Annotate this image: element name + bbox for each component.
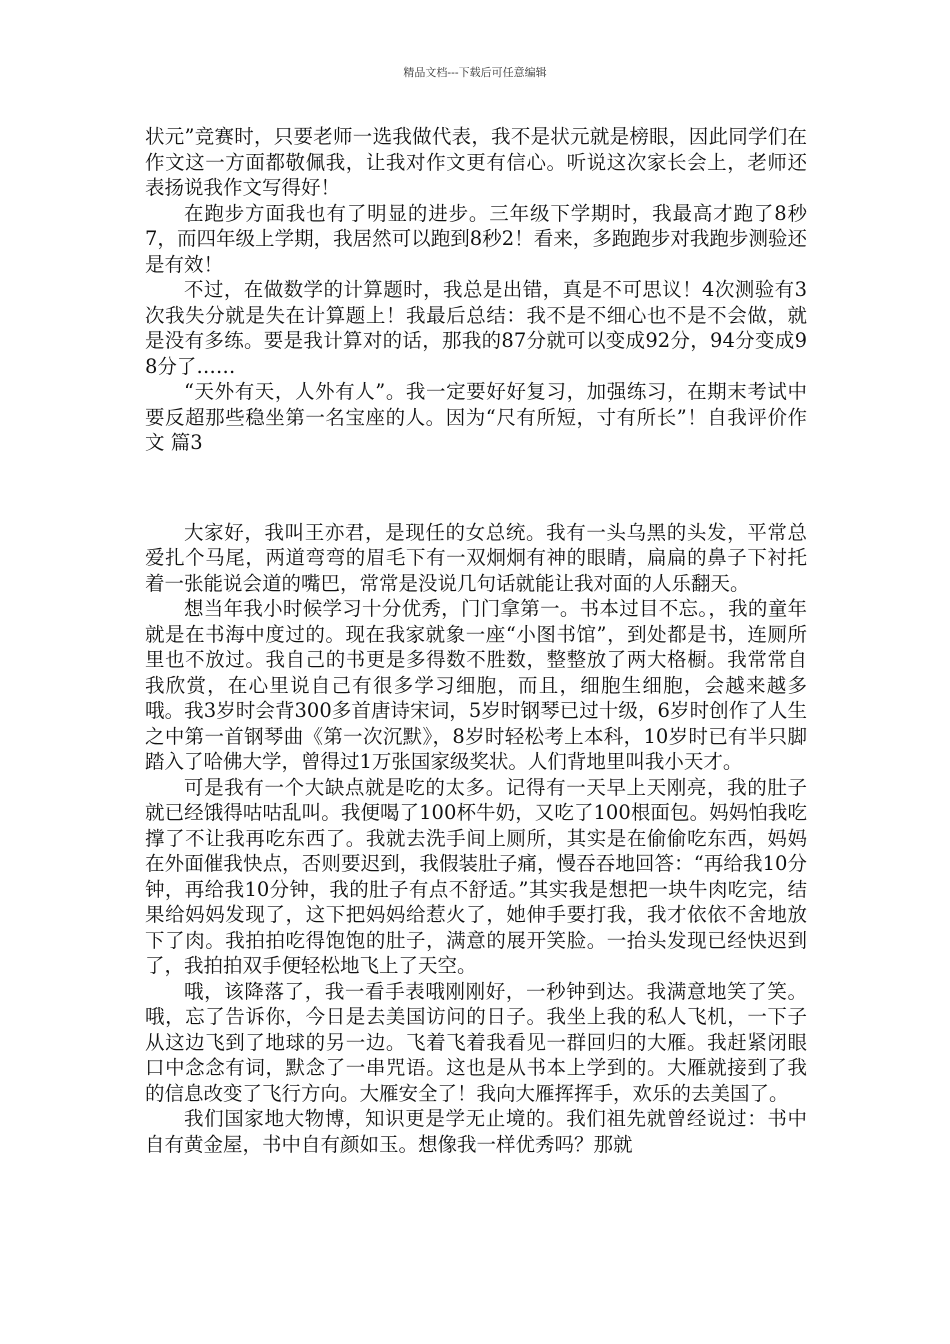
- section-previous-essay: [145, 124, 807, 456]
- section-essay-3: [145, 520, 807, 1158]
- page-header: 精品文档---下载后可任意编辑: [403, 66, 547, 79]
- paragraph-9: 我们国家地大物博，知识更是学无止境的。我们祖先就曾经说过：书中自有黄金屋，书中自有颜如玉。想像我一样优秀吗？那就: [145, 1107, 807, 1156]
- section-gap: [145, 456, 807, 520]
- paragraph-8: 哦，该降落了，我一看手表哦刚刚好，一秒钟到达。我满意地笑了笑。哦，忘了告诉你，今日是去美国访问的日子。我坐上我的私人飞机，一下子从这边飞到了地球的另一边。飞着飞着我看见一群回归的大雁。我赶紧闭眼口中念念有词，默念了一串咒语。这也是从书本上学到的。大雁就接到了我的信息改变了飞行方向。大雁安全了！我向大雁挥挥手，欢乐的去美国了。: [145, 979, 807, 1105]
- paragraph-2: 在跑步方面我也有了明显的进步。三年级下学期时，我最高才跑了8秒7，而四年级上学期，我居然可以跑到8秒2！看来，多跑跑步对我跑步测验还是有效！: [145, 201, 807, 276]
- paragraph-7: 可是我有一个大缺点就是吃的太多。记得有一天早上天刚亮，我的肚子就已经饿得咕咕乱叫。我便喝了100杯牛奶，又吃了100根面包。妈妈怕我吃撑了不让我再吃东西了。我就去洗手间上厕所，其实是在偷偷吃东西，妈妈在外面催我快点，否则要迟到，我假装肚子痛，慢吞吞地回答：“再给我10分钟，再给我10分钟，我的肚子有点不舒适。”其实我是想把一块牛肉吃完，结果给妈妈发现了，这下把妈妈给惹火了，她伸手要打我，我才依依不舍地放下了肉。我拍拍吃得饱饱的肚子，满意的展开笑脸。一抬头发现已经快迟到了，我拍拍双手便轻松地飞上了天空。: [145, 775, 807, 977]
- paragraph-1: 状元”竞赛时，只要老师一选我做代表，我不是状元就是榜眼，因此同学们在作文这一方面都敬佩我，让我对作文更有信心。听说这次家长会上，老师还表扬说我作文写得好！: [145, 125, 807, 199]
- paragraph-3: 不过，在做数学的计算题时，我总是出错，真是不可思议！4次测验有3次我失分就是失在计算题上！我最后总结：我不是不细心也不是不会做，就是没有多练。要是我计算对的话，那我的87分就可以变成92分，94分变成98分了……: [145, 278, 807, 378]
- paragraph-6: 想当年我小时候学习十分优秀，门门拿第一。书本过目不忘。，我的童年就是在书海中度过的。现在我家就象一座“小图书馆”，到处都是书，连厕所里也不放过。我自己的书更是多得数不胜数，整整放了两大格橱。我常常自我欣赏，在心里说自己有很多学习细胞，而且，细胞生细胞，会越来越多哦。我3岁时会背300多首唐诗宋词，5岁时钢琴已过十级，6岁时创作了人生之中第一首钢琴曲《第一次沉默》，8岁时轻松考上本科，10岁时已有半只脚踏入了哈佛大学，曾得过1万张国家级奖状。人们背地里叫我小天才。: [145, 597, 807, 773]
- paragraph-4: “天外有天，人外有人”。我一定要好好复习，加强练习，在期末考试中要反超那些稳坐第一名宝座的人。因为“尺有所短，寸有所长”！自我评价作文 篇3: [145, 380, 807, 454]
- document-body: [145, 124, 807, 1157]
- paragraph-5: 大家好，我叫王亦君，是现任的女总统。我有一头乌黑的头发，平常总爱扎个马尾，两道弯弯的眉毛下有一双炯炯有神的眼睛，扁扁的鼻子下衬托着一张能说会道的嘴巴，常常是没说几句话就能让我对面的人乐翻天。: [145, 520, 807, 595]
